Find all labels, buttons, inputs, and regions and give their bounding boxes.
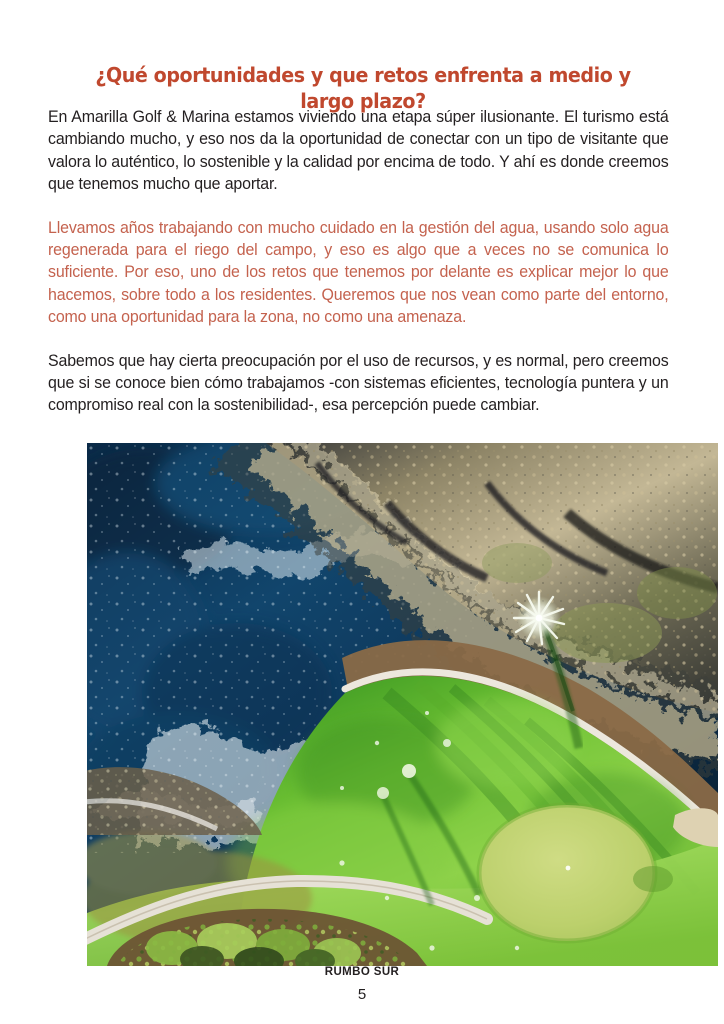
paragraph-2-highlighted: Llevamos años trabajando con mucho cuidado en la gestión del agua, usando solo agua regenerada para el riego del campo, y eso es algo que a veces no se comunica lo suficiente. Por eso, uno de los retos que tenemos por delante es explicar mejor lo que hacemos, sobre todo a los residentes. Queremos que nos vean como parte del entorno, como una oportunidad para la zona, no como una amenaza. xyxy=(48,218,669,327)
paragraph-1: En Amarilla Golf & Marina estamos viviendo una etapa súper ilusionante. El turismo está cambiando mucho, y eso nos da la oportunidad de conectar con un tipo de visitante que valora lo auténtico, lo sostenible y la calidad por encima de todo. Y ahí es donde creemos que tenemos mucho que aportar. xyxy=(48,108,669,194)
page-number: 5 xyxy=(357,986,367,1003)
paragraph-3: Sabemos que hay cierta preocupación por el uso de recursos, y es normal, pero creemos que si se conoce bien cómo trabajamos -con sistemas eficientes, tecnología puntera y un compromiso real con la sostenibilidad-, esa percepción puede cambiar. xyxy=(48,351,669,415)
footer-brand: RUMBO SUR xyxy=(324,966,400,978)
page-footer xyxy=(0,965,724,1003)
aerial-golf-course-photo xyxy=(87,443,718,966)
article-body xyxy=(48,106,678,417)
page-title: ¿Qué oportunidades y que retos enfrenta a medio y largo plazo? xyxy=(95,62,631,113)
